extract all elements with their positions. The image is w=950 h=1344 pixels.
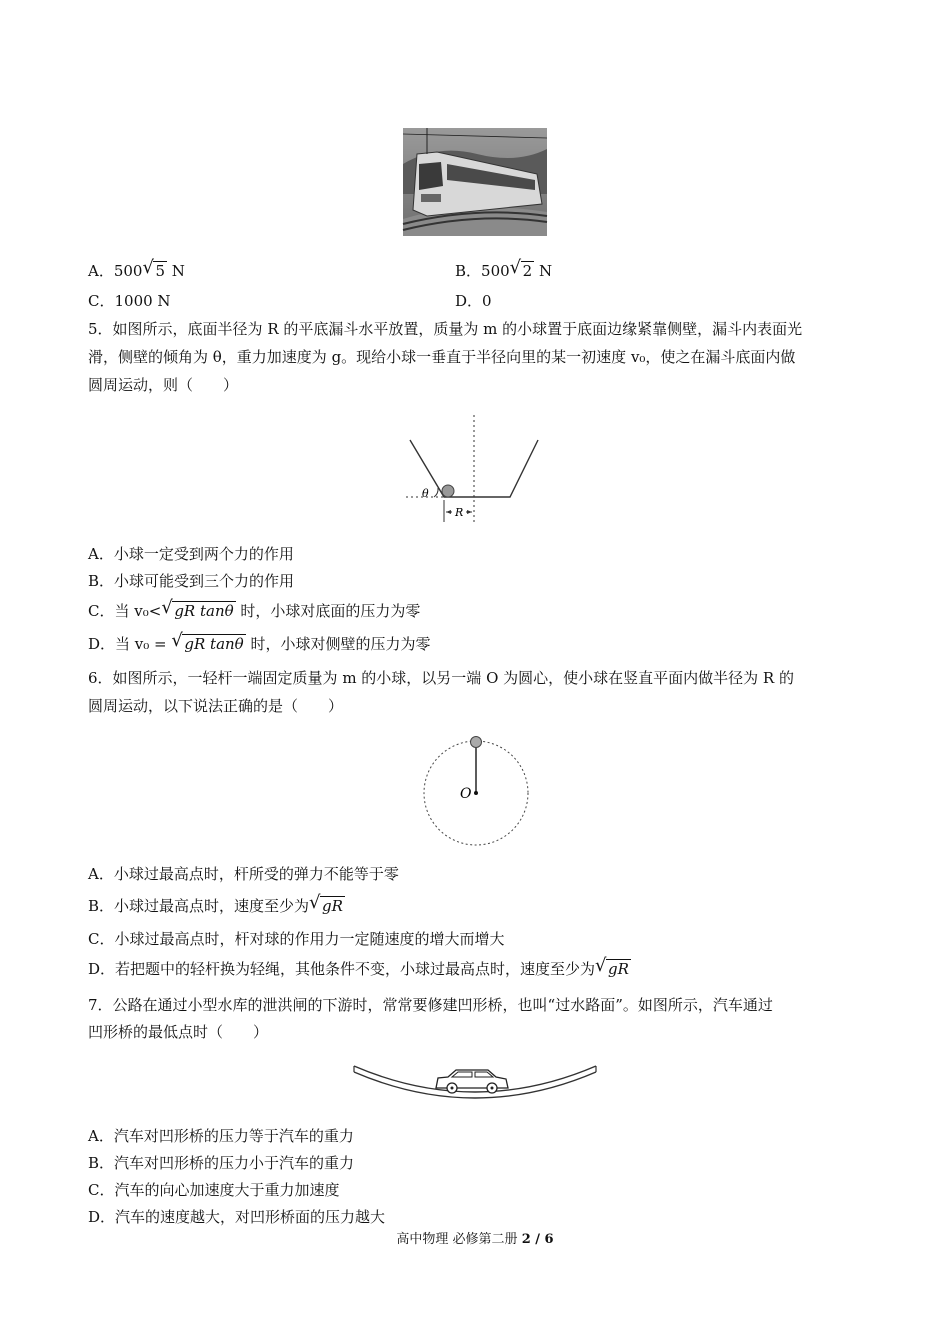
q5-option-c: C．当 v₀< √ gR tanθ 时，小球对底面的压力为零 xyxy=(88,597,421,620)
q7-stem-line2: 凹形桥的最低点时（ ） xyxy=(88,1023,269,1041)
q5-option-d: D．当 v₀ = √ gR tanθ 时，小球对侧壁的压力为零 xyxy=(88,630,431,653)
q4-option-d: D．0 xyxy=(455,292,492,310)
q4-option-c: C．1000 N xyxy=(88,292,171,310)
page-footer xyxy=(0,1228,950,1247)
q5-stem-line3: 圆周运动，则（ ） xyxy=(88,376,239,394)
radius-label: R xyxy=(455,506,464,519)
q4-option-b: B．500 √ 2 N xyxy=(455,257,553,280)
q5-option-a: A．小球一定受到两个力的作用 xyxy=(88,545,294,563)
theta-label: θ xyxy=(422,487,429,500)
footer-subject: 高中物理 必修第二册 xyxy=(396,1232,522,1247)
rod-circle-diagram xyxy=(414,722,538,858)
concave-bridge-diagram xyxy=(340,1046,610,1120)
q6-option-c: C．小球过最高点时，杆对球的作用力一定随速度的增大而增大 xyxy=(88,930,505,948)
center-label: O xyxy=(460,786,472,802)
q7-stem-line1: 7．公路在通过小型水库的泄洪闸的下游时，常常要修建凹形桥，也叫“过水路面”。如图所示，汽车通过 xyxy=(88,996,773,1014)
q6-option-d: D．若把题中的轻杆换为轻绳，其他条件不变，小球过最高点时，速度至少为 √ gR xyxy=(88,955,629,978)
q5-stem-line1: 5．如图所示，底面半径为 R 的平底漏斗水平放置，质量为 m 的小球置于底面边缘紧靠侧壁，漏斗内表面光 xyxy=(88,320,803,338)
q6-stem-line2: 圆周运动，以下说法正确的是（ ） xyxy=(88,697,344,715)
train-photo xyxy=(397,124,553,242)
q6-option-a: A．小球过最高点时，杆所受的弹力不能等于零 xyxy=(88,865,399,883)
q7-option-a: A．汽车对凹形桥的压力等于汽车的重力 xyxy=(88,1127,354,1145)
q6-stem-line1: 6．如图所示，一轻杆一端固定质量为 m 的小球，以另一端 O 为圆心，使小球在竖直平面内做半径为 R 的 xyxy=(88,669,794,687)
q5-stem-line2: 滑，侧壁的倾角为 θ，重力加速度为 g。现给小球一垂直于半径向里的某一初速度 v₀，使之在漏斗底面内做 xyxy=(88,348,796,366)
q7-option-d: D．汽车的速度越大，对凹形桥面的压力越大 xyxy=(88,1208,386,1226)
q7-option-c: C．汽车的向心加速度大于重力加速度 xyxy=(88,1181,340,1199)
q6-option-b: B．小球过最高点时，速度至少为 √ gR xyxy=(88,892,343,915)
page-number: 2 / 6 xyxy=(521,1232,554,1247)
q5-option-b: B．小球可能受到三个力的作用 xyxy=(88,572,295,590)
car-icon xyxy=(436,1070,508,1093)
funnel-diagram xyxy=(398,400,550,532)
q4-option-a: A．500 √ 5 N xyxy=(88,257,185,280)
q7-option-b: B．汽车对凹形桥的压力小于汽车的重力 xyxy=(88,1154,355,1172)
